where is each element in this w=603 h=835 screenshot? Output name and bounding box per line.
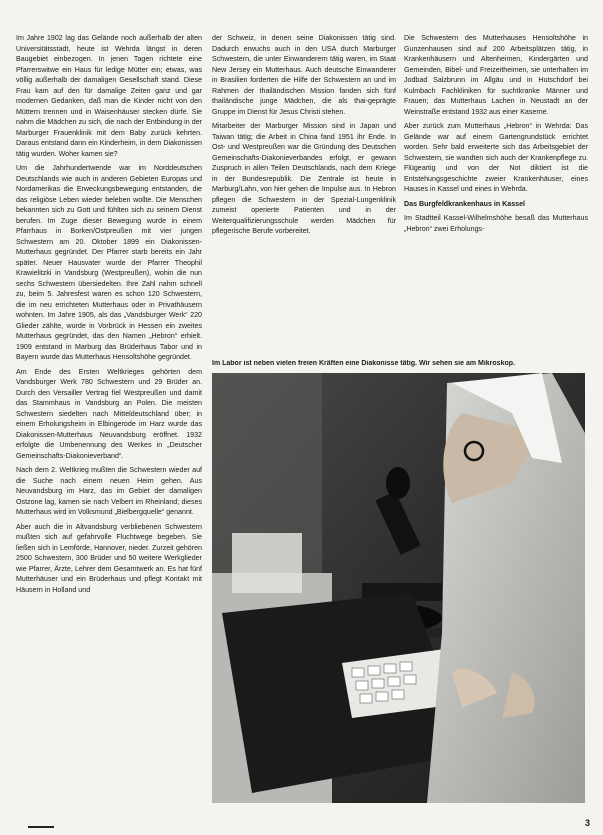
paragraph: Mitarbeiter der Marburger Mission sind in Japan und Taiwan tätig; die Arbeit in China fand 1951 ihr Ende. In Ost- und Westpreußen war die Gründung des Deutschen Gemeinschafts-Diakonieverbandes erfolgt, er gewann Zuspruch in allen Teilen Deutschlands, nach dem Kriege in der Bundesrepublik. Die Zentrale ist heute in Marburg/Lahn, von hier gehen die Impulse aus. In Hebron pflegen die Schwestern in der Spezial-Lungenklinik zumeist operierte Patienten und in der Weiterqualifizierungsschule werden Mädchen für pflegerische Berufe vorbereitet.	[212, 122, 396, 235]
paragraph: Im Stadtteil Kassel-Wilhelmshöhe besaß das Mutterhaus „Hebron“ zwei Erholungs-	[404, 214, 588, 233]
photo-nun-microscope	[212, 373, 585, 803]
text-column-3	[404, 33, 588, 353]
paragraph: Nach dem 2. Weltkrieg mußten die Schwestern wieder auf die Suche nach einem neuen Heim gehen. Aus Neuvandsburg im Harz, das im Gebiet der damaligen Ostzone lag, kamen sie nach Velbert im Rheinland; dieses Mutterhaus wird im Volksmund „Bielbergquelle“ genannt.	[16, 466, 202, 516]
page-number: 3	[585, 818, 591, 828]
paragraph: Am Ende des Ersten Weltkrieges gehörten dem Vandsburger Werk 780 Schwestern und 29 Brüder an. Durch den Versailler Vertrag fiel Westpreußen und damit das Stammhaus in Vandsburg an Polen. Die meisten Schwestern siedelten nach Mitteldeutschland über; in einem Erholungsheim in Elbingerode im Harz wurde das Diakonissen-Mutterhaus Neuvandsburg eröffnet. 1932 erfolgte die Umbenennung des Werkes in „Deutscher Gemeinschafts-Diakonieverband“.	[16, 367, 202, 460]
paragraph: Die Schwestern des Mutterhauses Hensoltshöhe in Gunzenhausen sind auf 200 Arbeitsplätzen tätig, in Krankenhäusern und Altenheimen, Kindergärten und Gemeinden, Bibel- und Freizeitheimen, sie unterhalten im Jodbad Salzbrunn im Allgäu und in Hutschdorf bei Kulmbach Fachkliniken für suchtkranke Männer und Frauen; das Mutterhaus Lachen in Neustadt an der Weinstraße entstand 1932 aus einer Kaserne.	[404, 34, 588, 116]
footer-rule	[28, 826, 54, 828]
paragraph: der Schweiz, in denen seine Diakonissen tätig sind. Dadurch erwuchs auch in den USA durch Marburger Schwestern, die unter Einwanderern tätig waren, im Staat New Jersey ein Mutterhaus. Auch deutsche Einwanderer in Brasilien forderten die Hilfe der Schwestern an und im Rahmen der thailändischen Mission fanden sich fünf thailändische junge Mädchen, die als thai-geprägte Gruppe im Dienst für Jesus Christi stehen.	[212, 34, 396, 116]
text-column-2	[212, 33, 396, 333]
text-column-1	[16, 33, 202, 811]
paragraph: Aber auch die in Altvandsburg verbliebenen Schwestern mußten sich auf gefahrvolle Fluchtwege begeben. Sie ließen sich in Lemförde, Hannover, nieder. Zurzeit gehören 2500 Schwestern, 300 Brüder und 50 weitere Werkglieder wie Pfarrer, Ärzte, Lehrer dem Gesamtwerk an. Es hat fünf Mutterhäuser und ein Brüderhaus und pflegt Kontakt mit Häusern in Holland und	[16, 522, 202, 594]
section-heading: Das Burgfeldkrankenhaus in Kassel	[404, 199, 526, 208]
nun-figure	[427, 373, 585, 803]
paragraph: Aber zurück zum Mutterhaus „Hebron“ in Wehrda: Das Gelände war auf einem Gartengrundstück errichtet worden. Sehr bald erweiterte sich das Arbeitsgebiet der Schwestern, sie wandten sich auch der Krankenpflege zu. Flügeartig und von der Not diktiert ist die Entstehungsgeschichte zweier Krankenhäuser, eines Hauses in Kassel und eines in Wehrda.	[404, 122, 588, 193]
photo-caption: Im Labor ist neben vielen freien Kräften eine Diakonisse tätig. Wir sehen sie am Mikroskop.	[212, 360, 515, 367]
paragraph: Im Jahre 1902 lag das Gelände noch außerhalb der alten Universitätsstadt, heute ist Wehrda längst in deren Baugebiet einbezogen. In jenen Tagen richtete eine Pfarrerswitwe ein Haus für ledige Mütter ein; etwas, was völlig außerhalb der damaligen Gesellschaft stand. Diese Frau kam auf den für damalige Zeiten ganz und gar modernen Gedanken, daß man die Kinder nicht von den Müttern trennen und in Waisenhäuser stecken dürfe. Sie nahm die Mädchen zu sich, die nach der Entbindung in der Marburger Frauenklinik mit dem Baby zurück kehrten. Daraus entstand dann ein Kinderheim, in dem Diakonissen tätig wurden. Woher kamen sie?	[16, 34, 202, 158]
photo-illustration	[212, 373, 585, 803]
paragraph: Um die Jahrhundertwende war im Norddeutschen Deutschlands wie auch in anderen Gebieten Europas und Nordamerikas die Erweckungsbewegung entstanden, die das religiöse Leben wieder beleben wollte. Die Menschen bekannten sich zu Gott und fühlten sich zu seinem Dienst berufen. Im Zuge dieser Bewegung wurde in einem Pfarrhaus in Borken/Ostpreußen mit vier jungen Schwestern am 20. Oktober 1899 ein Diakonissen-Mutterhaus gegründet. Der Pfarrer starb bereits ein Jahr später. Neuer Hausvater wurde der Pfarrer Theophil Krawielitzki in Vandsburg (Westpreußen), wohin die nun sechs Schwestern übersiedelten. Ihre Zahl nahm schnell zu, beim 5. Jahresfest waren es schon 120 Schwestern, die im neu errichteten Mutterhaus oder in Privathäusern wohnten. Im Jahre 1905, als das „Vandsburger Werk“ 220 Glieder zählte, wurde in Vorbrück in Hessen ein zweites Mutterhaus gegründet, das den Namen „Hebron“ erhielt. 1909 entstand in Marburg das Brüderhaus Tabor und in Bayern wurde das Mutterhaus Hensoltshöhe gegründet.	[16, 164, 202, 361]
